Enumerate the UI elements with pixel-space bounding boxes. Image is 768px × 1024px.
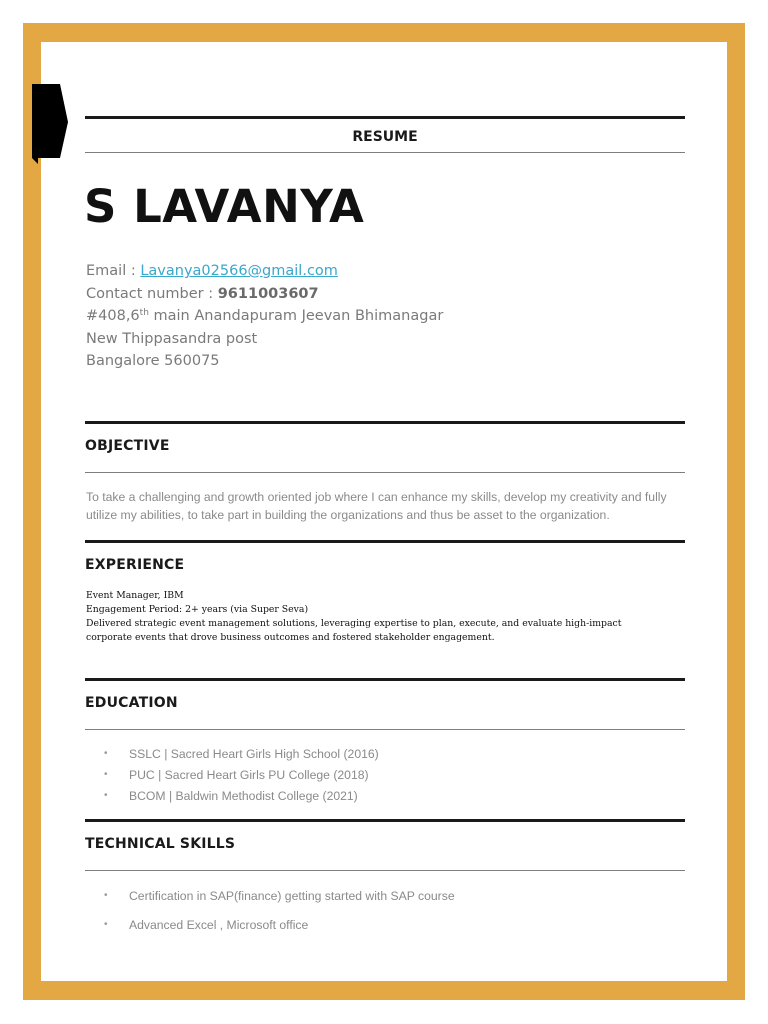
document-title: RESUME bbox=[352, 129, 418, 145]
rule-skills-under bbox=[85, 870, 685, 871]
bookmark-ribbon-icon bbox=[32, 84, 68, 166]
rule-top bbox=[85, 116, 685, 119]
email-label: Email : bbox=[86, 263, 141, 279]
experience-line: Engagement Period: 2+ years (via Super Seva) bbox=[86, 604, 309, 615]
skills-list bbox=[104, 887, 455, 945]
rule-education bbox=[85, 678, 685, 681]
list-item: • SSLC | Sacred Heart Girls High School (2016) bbox=[104, 745, 379, 766]
objective-text: To take a challenging and growth oriented job where I can enhance my skills, develop my creativity and fully utilize my abilities, to take part in building the organizations and thus be asset to the organization. bbox=[86, 490, 667, 522]
experience-line: corporate events that drove business outcomes and fostered stakeholder engagement. bbox=[86, 632, 495, 643]
list-item: • PUC | Sacred Heart Girls PU College (2018) bbox=[104, 766, 379, 787]
education-list bbox=[104, 745, 379, 808]
candidate-name: S LAVANYA bbox=[84, 180, 365, 233]
phone-number: 9611003607 bbox=[217, 285, 319, 302]
address-line-3: Bangalore 560075 bbox=[86, 353, 220, 370]
phone-label: Contact number : bbox=[86, 285, 218, 302]
phone-line bbox=[86, 283, 443, 306]
contact-block bbox=[86, 260, 443, 373]
address-number: #408,6 bbox=[86, 308, 140, 325]
rule-objective-under bbox=[85, 472, 685, 473]
rule-objective bbox=[85, 421, 685, 424]
address-street: main Anandapuram Jeevan Bhimanagar bbox=[148, 308, 444, 325]
rule-experience bbox=[85, 540, 685, 543]
rule-under-title bbox=[85, 152, 685, 153]
email-link[interactable]: Lavanya02566@gmail.com bbox=[140, 263, 338, 279]
experience-heading: EXPERIENCE bbox=[85, 557, 185, 573]
rule-skills bbox=[85, 819, 685, 822]
experience-line: Delivered strategic event management solutions, leveraging expertise to plan, execute, and evaluate high-impact bbox=[86, 618, 622, 629]
list-item: • BCOM | Baldwin Methodist College (2021) bbox=[104, 787, 379, 808]
list-item: • Certification in SAP(finance) getting started with SAP course bbox=[104, 887, 455, 916]
education-heading: EDUCATION bbox=[85, 695, 178, 711]
address-line-1 bbox=[86, 305, 443, 328]
experience-line: Event Manager, IBM bbox=[86, 590, 184, 601]
address-line-2: New Thippasandra post bbox=[86, 330, 258, 347]
rule-education-under bbox=[85, 729, 685, 730]
email-line bbox=[86, 260, 443, 283]
experience-block bbox=[86, 589, 676, 645]
list-item: • Advanced Excel , Microsoft office bbox=[104, 916, 455, 945]
objective-heading: OBJECTIVE bbox=[85, 438, 170, 454]
skills-heading: TECHNICAL SKILLS bbox=[85, 836, 236, 852]
address-ordinal: th bbox=[139, 308, 149, 319]
